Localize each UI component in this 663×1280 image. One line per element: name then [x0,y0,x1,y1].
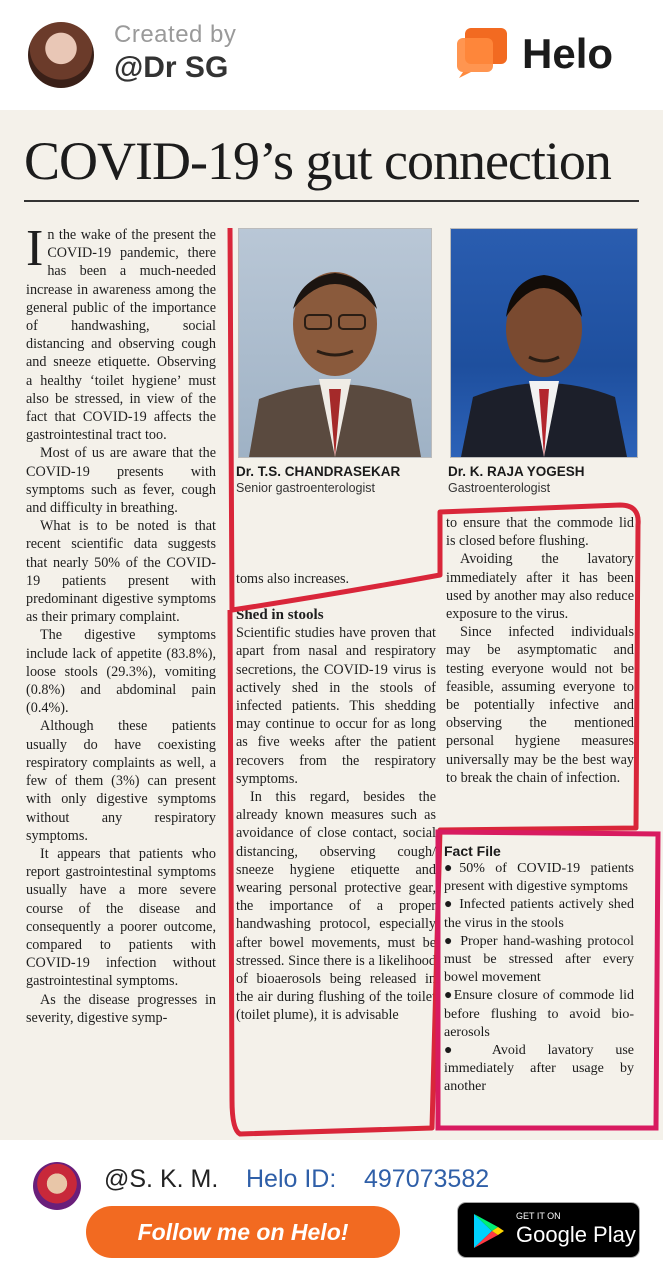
helo-wordmark: Helo [522,30,614,77]
fact-file-item: ● Proper hand-washing protocol must be stressed after every bowel movement [444,933,634,986]
col2-paragraph-2: In this regard, besides the already known measures such as avoidance of close contact, social distancing, observing cough/ sneeze hygiene etiquette and wearing personal protective gear, the importance of a proper handwashing protocol, especially after bowel movements, must be stressed. Since there is a likelihood of bioaerosols being released in the air during flushing of the toilet (toilet plume), it is advisable [236,789,436,1024]
article-column-2 [236,606,436,1025]
portrait-illustration [239,229,431,457]
creator-handle[interactable]: @Dr SG [114,51,229,84]
col1-paragraph-3: What is to be noted is that recent scientific data suggests that nearly 50% of the COVID-19 patients present with predominant digestive symptoms as their primary complaint. [26,518,216,626]
sharer-handle[interactable]: @S. K. M. [104,1165,219,1193]
fact-file-item: ● Avoid lavatory use immediately after usage by another [444,1043,634,1095]
sharer-avatar[interactable] [33,1162,81,1210]
col1-paragraph-1: n the wake of the present the COVID-19 pandemic, there has been a much-needed increase in awareness among the general public of the importance of handwashing, social distancing and observing cough and sneeze etiquette. Observing a healthy ‘toilet hygiene’ must also be stressed, in view of the fact that COVID-19 affects the gastrointestinal tract too. [26,227,216,444]
fact-file-item: ● Infected patients actively shed the virus in the stools [444,897,634,931]
col1-paragraph-7: As the disease progresses in severity, digestive symp- [26,991,216,1026]
drop-cap: I [26,220,44,277]
col3-paragraph-3: Since infected individuals may be asymptomatic and testing everyone would not be feasible, assuming everyone to be potentially infective and observing the mentioned personal hygiene measures universally may be the best way to break the chain of infection. [446,624,634,786]
section-subhead: Shed in stools [236,607,324,623]
doctor-role-2: Gastroenterologist [448,481,551,495]
col2-continuation: toms also increases. [236,571,350,587]
col3-paragraph-1: to ensure that the commode lid is closed before flushing. [446,515,634,550]
article-column-3 [446,514,634,787]
col1-paragraph-5: Although these patients usually do have coexisting respiratory complaints as well, a few of them (3%) can present with only digestive symptoms without any respiratory symptoms. [26,718,216,844]
portrait-illustration [451,229,637,457]
follow-me-button[interactable]: Follow me on Helo! [86,1206,400,1258]
fact-file-item: ●Ensure closure of commode lid before flushing to avoid bio-aerosols [444,988,634,1040]
doctor-role-1: Senior gastroenterologist [236,481,375,495]
article-column-2-top [236,570,436,588]
headline-divider [24,200,639,202]
col3-paragraph-2: Avoiding the lavatory immediately after it has been used by another may also reduce exposure to the virus. [446,551,634,623]
created-by-label: Created by [114,21,237,48]
fact-file-title: Fact File [444,843,501,859]
col1-paragraph-4: The digestive symptoms include lack of appetite (83.8%), loose stools (29.3%), vomiting (0.8%) and abdominal pain (0.4%). [26,627,216,717]
google-play-icon [470,1212,506,1250]
helo-id-label: Helo ID: [246,1165,337,1193]
col1-paragraph-6: It appears that patients who report gastrointestinal symptoms usually have a more severe course of the disease and consequently a poorer outcome, compared to patients with COVID-19 infection without gastrointestinal symptoms. [26,845,216,990]
col1-paragraph-2: Most of us are aware that the COVID-19 presents with symptoms such as fever, cough and difficulty in breathing. [26,445,216,517]
google-play-get-label: GET IT ON [516,1211,561,1221]
article-column-1 [26,220,216,1027]
col2-paragraph-1: Scientific studies have proven that apart from nasal and respiratory secretions, the COVID-19 virus is actively shed in the stools of infected patients. This shedding may continue to occur for as long as five weeks after the patient recovers from the respiratory symptoms. [236,625,436,787]
article-headline: COVID-19’s gut connection [24,131,611,191]
fact-file-item: ●50% of COVID-19 patients present with digestive symptoms [444,861,634,895]
fact-file-box [444,842,634,1097]
google-play-store-name: Google Play [516,1222,636,1247]
helo-logo-icon [455,28,511,78]
doctor-photo-raja-yogesh [450,228,638,458]
doctor-name-2: Dr. K. RAJA YOGESH [448,464,585,479]
helo-id-value: 497073582 [364,1165,490,1193]
doctor-photo-chandrasekar [238,228,432,458]
doctor-name-1: Dr. T.S. CHANDRASEKAR [236,464,401,479]
creator-avatar[interactable] [28,22,94,88]
